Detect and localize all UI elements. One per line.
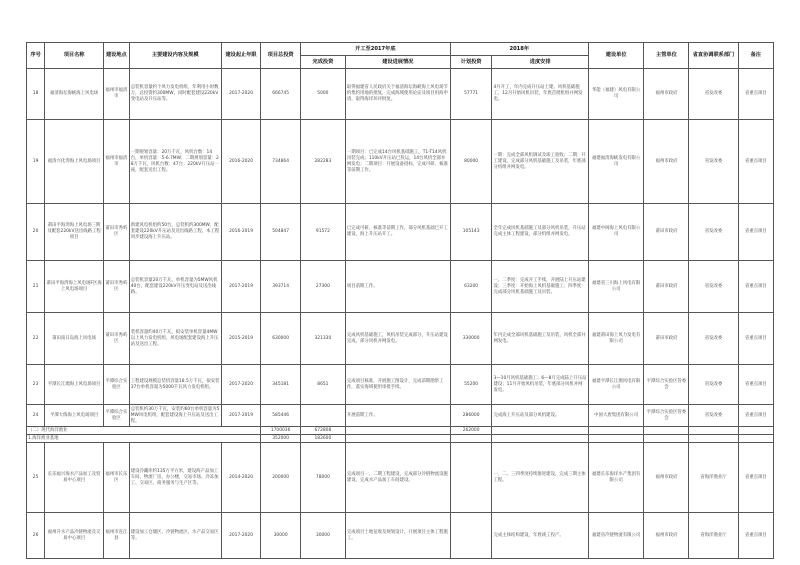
row-dept: 福州市政府 [644, 513, 689, 559]
section-empty-1 [345, 427, 450, 435]
row-plan-invest [450, 443, 492, 513]
header-plan-invest: 计划投资 [450, 56, 492, 69]
row-arrange: 年内完成全部风机基础施工及吊装，风机全部并网发电。 [492, 313, 588, 365]
row-name: 莆田平海湾海上风电场F区海上风电场项目 [45, 261, 104, 313]
row-invest: 91572 [300, 204, 345, 261]
row-location: 福州市福清市 [104, 120, 130, 204]
row-seq: 21 [27, 261, 45, 313]
row-seq: 22 [27, 313, 45, 365]
row-content: 装机容量约40万千瓦，拟安装单机容量4MW以上风力发电机组，风电场配套建设海上升压站及送出工程。 [129, 313, 221, 365]
section-label: （二）现代海洋渔业 [27, 427, 261, 435]
row-location: 莆田市秀屿区 [104, 204, 130, 261]
row-seq: 25 [27, 443, 45, 513]
row-name: 福清海坛海峡海上风电场 [45, 69, 104, 120]
row-dept: 福州市政府 [644, 120, 689, 204]
row-dept: 平潭综合实验区管委会 [644, 405, 689, 427]
subsection-empty-6 [689, 435, 738, 443]
row-status: 项目前期工作。 [345, 261, 450, 313]
row-plan-invest: 63200 [450, 261, 492, 313]
row-arrange: 3—10月风机基础施工；6—8月完成陆上升压站建设；11月开始风机吊装，年底部分风机并网发电。 [492, 365, 588, 405]
subsection-row [27, 435, 774, 443]
row-status: 完成项目土地征收及规划设计，开展项目主体工程施工。 [345, 513, 450, 559]
row-name: 莆田平海湾海上风电场三期及配套220kV送出线路工程项目 [45, 204, 104, 261]
row-status: 完成风机基础施工，风机吊装完成部分，升压站建设完成，部分风机并网发电。 [345, 313, 450, 365]
header-row-1 [27, 43, 774, 56]
row-arrange: 一期：完成全部风机调试及竣工验收；二期：开工建设，完成部分风机基础施工及吊装，年底部分机组并网发电。 [492, 120, 588, 204]
row-unit: 华能（福建）风电有限公司 [588, 69, 644, 120]
section-row [27, 427, 774, 435]
header-dept: 主管单位 [644, 43, 689, 69]
row-seq: 19 [27, 120, 45, 204]
subsection-invest: 182600 [300, 435, 345, 443]
section-empty-3 [588, 427, 644, 435]
row-note: 省重点项目 [738, 513, 773, 559]
subsection-empty-1 [345, 435, 450, 443]
row-coord: 省发改委 [689, 365, 738, 405]
row-location: 福州市福清市 [104, 69, 130, 120]
row-unit: 福建长乐海洋水产集团有限公司 [588, 443, 644, 513]
row-status: 完成项目一、二期工程建设，完成部分冷链物流设施建设，完成水产品加工车间建设。 [345, 443, 450, 513]
row-dept: 平潭综合实验区管委会 [644, 365, 689, 405]
row-coord: 省发改委 [689, 120, 738, 204]
subsection-label: 1.海洋渔业基地 [27, 435, 261, 443]
row-dept: 莆田市政府 [644, 204, 689, 261]
header-content: 主要建设内容及规模 [129, 43, 221, 69]
row-invest: 5000 [300, 69, 345, 120]
row-total: 666745 [261, 69, 301, 120]
row-dept: 莆田市政府 [644, 313, 689, 365]
row-total: 585446 [261, 405, 301, 427]
row-total: 30000 [261, 513, 301, 559]
header-plan-arrange: 进度安排 [492, 56, 588, 69]
header-coord: 省直协调联系部门 [689, 43, 738, 69]
table-row [27, 120, 774, 204]
row-content: 总装机容量约个风力发电机组，年利用小时数万，总投资约300MW，同时配套建设220kV变电站及升压站等。 [129, 69, 221, 120]
row-invest: 321330 [300, 313, 345, 365]
row-total: 630000 [261, 313, 301, 365]
header-progress-invest: 完成投资 [300, 56, 345, 69]
table-body-fishery [27, 443, 774, 559]
row-period: 2017-2019 [221, 405, 261, 427]
row-status: 一期项目：已完成14台风机基础施工，T1-T14风机吊装完成；110kV升压站已投运，14台风机全部并网发电；二期项目：开展设备招标，完成可研、核准等前期工作。 [345, 120, 450, 204]
row-invest: 30000 [300, 513, 345, 559]
header-location: 建设地点 [104, 43, 130, 69]
row-name: 莆田南日岛海上风电场 [45, 313, 104, 365]
row-content: 一期规划容量：20万千瓦，风机台数：14台，单机容量：5-6.7MW；二期规划容量：28万千瓦，风机台数：47台；220kV升压站一座，配套送出工程。 [129, 120, 221, 204]
row-dept: 福州市政府 [644, 69, 689, 120]
table-row [27, 313, 774, 365]
row-arrange: 全年完成风机基础施工及部分风机吊装，升压站完成主体工程建设，部分机组并网发电。 [492, 204, 588, 261]
row-period: 2015-2019 [221, 313, 261, 365]
row-coord: 省发改委 [689, 405, 738, 427]
row-coord: 省发改委 [689, 261, 738, 313]
row-name: 长乐福兴海水产品加工及贸易中心项目 [45, 443, 104, 513]
project-table [26, 42, 774, 559]
subsection-empty-2 [450, 435, 492, 443]
table-row [27, 405, 774, 427]
row-note: 省重点项目 [738, 120, 773, 204]
row-coord: 省发改委 [689, 313, 738, 365]
row-total: 734864 [261, 120, 301, 204]
row-note: 省重点项目 [738, 204, 773, 261]
row-arrange: 4月开工，年内完成升压站土建、风机基础施工，12月开始风机吊装，年底首批机组并网发电。 [492, 69, 588, 120]
row-total: 393714 [261, 261, 301, 313]
row-unit: 中国大唐集团有限公司 [588, 405, 644, 427]
row-seq: 20 [27, 204, 45, 261]
row-coord: 省发改委 [689, 204, 738, 261]
row-coord: 省发改委 [689, 69, 738, 120]
row-status: 取得福建省人民政府关于福清海坛海峡海上风电场节约集约用地的批复，完成海域使用论证及项目用海申请，取得海洋环评批复。 [345, 69, 450, 120]
row-name: 福州升水产品冷链物流及交易中心项目 [45, 513, 104, 559]
row-period: 2017-2020 [221, 365, 261, 405]
row-content: 总装机容量20万千瓦，单机容量为5MW风机40台，配套建设220kV升压变电站及送出线路。 [129, 261, 221, 313]
row-seq: 23 [27, 365, 45, 405]
row-invest: 27300 [300, 261, 345, 313]
header-unit: 建设单位 [588, 43, 644, 69]
section-empty-6 [738, 427, 773, 435]
row-plan-invest: 330000 [450, 313, 492, 365]
row-note: 省重点项目 [738, 69, 773, 120]
row-unit: 福建福清海峡发电有限公司 [588, 120, 644, 204]
header-plan2018: 2018年 [450, 43, 588, 56]
header-progress2017: 开工至2017年底 [300, 43, 450, 56]
row-name: 平潭大练海上风电场项目 [45, 405, 104, 427]
row-arrange: 完成主体结构建设，年底竣工投产。 [492, 513, 588, 559]
row-arrange: 一、二、三四季度持续推进建设，完成三期主体工程。 [492, 443, 588, 513]
subsection-empty-4 [588, 435, 644, 443]
row-period: 2017-2020 [221, 513, 261, 559]
row-status: 已完成可研、核准等前期工作，部分风机基础已开工建设，海上升压站开工。 [345, 204, 450, 261]
row-location: 莆田市秀屿区 [104, 261, 130, 313]
row-unit: 福建省冷链物流有限公司 [588, 513, 644, 559]
row-status: 完成项目核准，开展施工图设计，完成前期勘察工作，落实海域使用审批手续。 [345, 365, 450, 405]
section-invest: 672808 [300, 427, 345, 435]
table-row [27, 365, 774, 405]
row-note: 省重点项目 [738, 405, 773, 427]
section-empty-2 [492, 427, 588, 435]
row-coord: 省海洋渔业厅 [689, 513, 738, 559]
row-invest: 282283 [300, 120, 345, 204]
row-plan-invest: 286000 [450, 405, 492, 427]
row-period: 2016-2020 [221, 120, 261, 204]
row-unit: 福建莆田海上风力发电有限公司 [588, 313, 644, 365]
row-unit: 福建平潭长江澳风电有限公司 [588, 365, 644, 405]
row-dept: 莆田市政府 [644, 261, 689, 313]
header-seq: 序号 [27, 43, 45, 69]
row-seq: 24 [27, 405, 45, 427]
row-arrange: 完成海上升压站及部分风机建设。 [492, 405, 588, 427]
row-period: 2016-2019 [221, 204, 261, 261]
header-period: 建设起止年限 [221, 43, 261, 69]
row-content: 总装机约30万千瓦，安装约60台单机容量为5MW风电机组，配套建设海上升压站及送出工程。 [129, 405, 221, 427]
row-invest: 78000 [300, 443, 345, 513]
subsection-empty-7 [738, 435, 773, 443]
table-row [27, 204, 774, 261]
row-plan-invest: 57771 [450, 69, 492, 120]
header-progress-status: 建设进展情况 [345, 56, 450, 69]
row-period: 2017-2020 [221, 69, 261, 120]
row-total: 504847 [261, 204, 301, 261]
row-location: 福州市长乐区 [104, 443, 130, 513]
row-location: 福州市连江县 [104, 513, 130, 559]
row-arrange: 一、二季度：完成开工手续，开展陆上升压站建设；三季度：开始海上风机基础施工；四季度：完成部分风机基础施工及吊装。 [492, 261, 588, 313]
row-content: 工程建设规模总装机容量18.5万千瓦，拟安装37台单机容量为5000千瓦风力发电机组。 [129, 365, 221, 405]
row-coord: 省海洋渔业厅 [689, 443, 738, 513]
subsection-total: 352000 [261, 435, 301, 443]
table-row [27, 261, 774, 313]
table-row [27, 443, 774, 513]
row-status: 开展前期工作。 [345, 405, 450, 427]
row-total: 345181 [261, 365, 301, 405]
section-empty-4 [644, 427, 689, 435]
header-name: 项目名称 [45, 43, 104, 69]
row-note: 省重点项目 [738, 443, 773, 513]
row-unit: 福建省三川海上风电有限公司 [588, 261, 644, 313]
row-name: 福清兴化湾海上风电场项目 [45, 120, 104, 204]
row-location: 平潭综合实验区 [104, 365, 130, 405]
row-note: 省重点项目 [738, 313, 773, 365]
row-total: 200000 [261, 443, 301, 513]
row-dept: 福州市政府 [644, 443, 689, 513]
row-plan-invest: 55200 [450, 365, 492, 405]
row-note: 省重点项目 [738, 365, 773, 405]
row-content: 建设冷藏库约135万平方米，建设海产品加工车间、物流厂房、办公楼，交易市场、冷冻加工、交易区、商务服务与生产区等。 [129, 443, 221, 513]
header-total: 项目总投资 [261, 43, 301, 69]
row-content: 建设加工仓储区、冷链物流区、水产品交易区等。 [129, 513, 221, 559]
row-plan-invest: 105143 [450, 204, 492, 261]
row-invest [300, 405, 345, 427]
section-total: 1700036 [261, 427, 301, 435]
row-seq: 26 [27, 513, 45, 559]
row-plan-invest: 80000 [450, 120, 492, 204]
row-seq: 18 [27, 69, 45, 120]
row-unit: 福建中闽海上风电有限公司 [588, 204, 644, 261]
table-row [27, 69, 774, 120]
header-note: 备注 [738, 43, 773, 69]
row-note: 省重点项目 [738, 261, 773, 313]
table-row [27, 513, 774, 559]
row-period: 2017-2019 [221, 261, 261, 313]
row-plan-invest [450, 513, 492, 559]
row-invest: 8651 [300, 365, 345, 405]
subsection-empty-3 [492, 435, 588, 443]
row-location: 平潭综合实验区 [104, 405, 130, 427]
subsection-empty-5 [644, 435, 689, 443]
row-name: 平潭长江澳海上风电场项目 [45, 365, 104, 405]
row-location: 莆田市秀屿区 [104, 313, 130, 365]
table-body-energy [27, 69, 774, 427]
section-plan-invest: 262000 [450, 427, 492, 435]
section-empty-5 [689, 427, 738, 435]
row-content: 新建风电机组约50台，总装机约300MW，配套建设220kV升压站及送出线路工程，本工程同步建设海上升压站。 [129, 204, 221, 261]
row-period: 2014-2020 [221, 443, 261, 513]
